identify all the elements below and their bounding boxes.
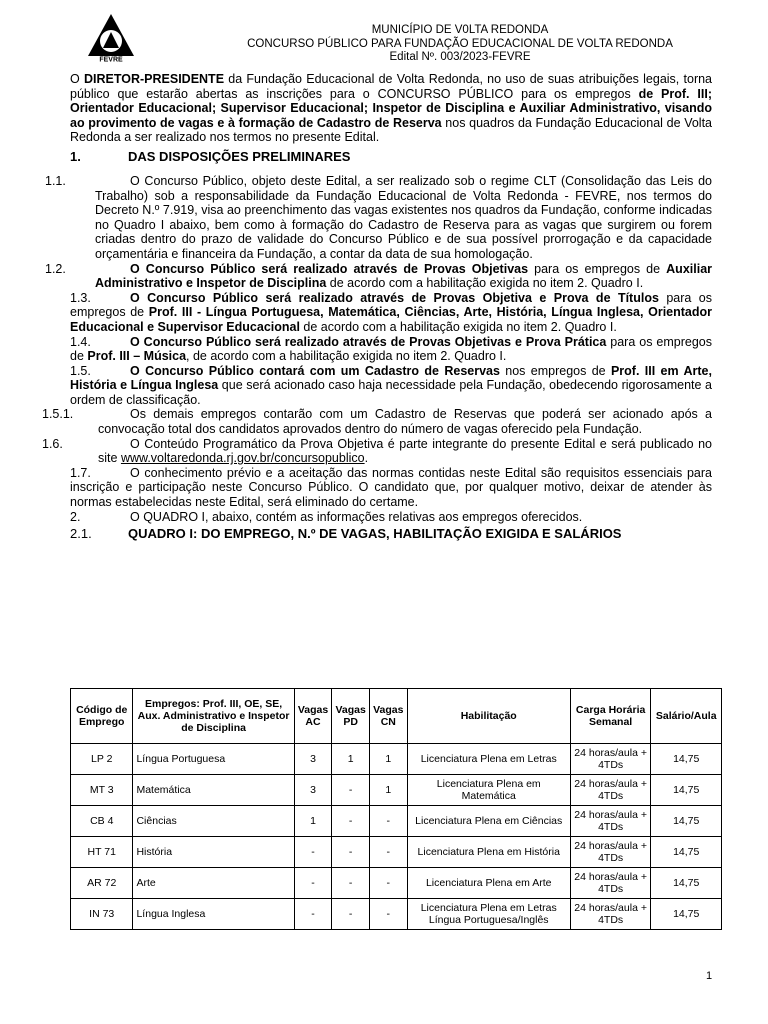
cell-carga: 24 horas/aula + 4TDs [570, 837, 651, 868]
header-vagas-pd: Vagas PD [332, 689, 370, 744]
table-row [71, 868, 722, 899]
cell-vagas-cn: - [369, 837, 407, 868]
header-line-1: MUNICÍPIO DE V0LTA REDONDA [371, 24, 549, 36]
document-body [42, 72, 713, 553]
item-1-7: 1.7. O conhecimento prévio e a aceitação das normas contidas neste Edital são requisitos essenciais para inscrição e participação neste Concurso Público. O candidato que, por qualquer motivo, deixar de atender às normas estabelecidas neste Edital, será eliminado do certame. [70, 465, 712, 510]
header-empregos: Empregos: Prof. III, OE, SE, Aux. Administrativo e Inspetor de Disciplina [133, 689, 294, 744]
item-2: 2. O QUADRO I, abaixo, contém as informações relativas aos empregos oferecidos. [70, 509, 583, 524]
item-1-2: 1.2. O Concurso Público será realizado através de Provas Objetivas para os empregos de Auxiliar Administrativo e Inspetor de Disciplina de acordo com a habilitação exigida no item 2. Quadro I. [45, 261, 713, 291]
header-carga-horaria: Carga Horária Semanal [570, 689, 651, 744]
fevre-logo [86, 12, 136, 62]
cell-habilitacao: Licenciatura Plena em Letras [407, 744, 570, 775]
cell-codigo: HT 71 [71, 837, 133, 868]
cell-carga: 24 horas/aula + 4TDs [570, 744, 651, 775]
item-1-5: 1.5. O Concurso Público contará com um Cadastro de Reservas nos empregos de Prof. III em Arte, História e Língua Inglesa que será acionado caso haja necessidade pela Fundação, obedecendo rigorosamente a ordem de classificação. [70, 363, 712, 407]
item-1-6: 1.6. O Conteúdo Programático da Prova Objetiva é parte integrante do presente Edital e será publicado no site www.voltaredonda.rj.gov.br/concursopublico. [42, 436, 712, 466]
cell-habilitacao: Licenciatura Plena em Matemática [407, 775, 570, 806]
cell-vagas-pd: - [332, 837, 370, 868]
cell-vagas-pd: - [332, 775, 370, 806]
cell-codigo: AR 72 [71, 868, 133, 899]
cell-codigo: MT 3 [71, 775, 133, 806]
cell-salario: 14,75 [651, 744, 722, 775]
header-vagas-ac: Vagas AC [294, 689, 332, 744]
cell-carga: 24 horas/aula + 4TDs [570, 806, 651, 837]
table-row [71, 775, 722, 806]
cell-habilitacao: Licenciatura Plena em História [407, 837, 570, 868]
table-row [71, 899, 722, 930]
cell-emprego: Língua Portuguesa [133, 744, 294, 775]
section-1-heading: 1. DAS DISPOSIÇÕES PRELIMINARES [70, 148, 351, 164]
header-vagas-cn: Vagas CN [369, 689, 407, 744]
page-number: 1 [706, 970, 713, 982]
header-line-3: Edital Nº. 003/2023-FEVRE [389, 51, 531, 63]
cell-vagas-ac: 1 [294, 806, 332, 837]
table-row [71, 806, 722, 837]
cell-salario: 14,75 [651, 899, 722, 930]
cell-habilitacao: Licenciatura Plena em Arte [407, 868, 570, 899]
cell-carga: 24 horas/aula + 4TDs [570, 899, 651, 930]
cell-salario: 14,75 [651, 868, 722, 899]
cell-vagas-cn: 1 [369, 744, 407, 775]
cell-emprego: História [133, 837, 294, 868]
table-header-row [71, 689, 722, 744]
cell-carga: 24 horas/aula + 4TDs [570, 868, 651, 899]
cell-habilitacao: Licenciatura Plena em Ciências [407, 806, 570, 837]
cell-emprego: Arte [133, 868, 294, 899]
quadro-i-table [70, 688, 722, 930]
cell-vagas-cn: - [369, 868, 407, 899]
cell-codigo: IN 73 [71, 899, 133, 930]
item-1-3: 1.3. O Concurso Público será realizado através de Provas Objetiva e Prova de Títulos para os empregos de Prof. III - Língua Portuguesa, Matemática, Ciências, Arte, História, Língua Inglesa, Orientador Educacional e Supervisor Educacional de acordo com a habilitação exigida no item 2. Quadro I. [70, 290, 713, 334]
cell-salario: 14,75 [651, 806, 722, 837]
concurso-site-link[interactable]: www.voltaredonda.rj.gov.br/concursopublico [120, 451, 365, 466]
section-2-1-heading: 2.1. QUADRO I: DO EMPREGO, N.º DE VAGAS, HABILITAÇÃO EXIGIDA E SALÁRIOS [70, 526, 622, 542]
cell-vagas-pd: - [332, 899, 370, 930]
cell-salario: 14,75 [651, 775, 722, 806]
item-1-1: 1.1. O Concurso Público, objeto deste Edital, a ser realizado sob o regime CLT (Consolidação das Leis do Trabalho) sob a responsabilidade da Fundação Educacional de Volta Redonda - FEVRE, nos termos do Decreto N.º 7.919, visa ao preenchimento das vagas existentes nos quadros da Fundação, conforme indicadas no Quadro I abaixo, bem como à formação do Cadastro de Reserva para as vagas que surgirem ou forem criadas dentro do prazo de validade do Concurso Público e de sua possível prorrogação e da capacidade orçamentária e financeira da Fundação, a contar da data de sua homologação. [45, 173, 712, 261]
header-salario: Salário/Aula [651, 689, 722, 744]
cell-vagas-ac: - [294, 837, 332, 868]
item-1-5-1: 1.5.1. Os demais empregos contarão com um Cadastro de Reservas que poderá ser acionado após a convocação total dos candidatos aprovados dentro do número de vagas oferecido pela Fundação. [42, 407, 712, 437]
cell-vagas-ac: - [294, 868, 332, 899]
cell-vagas-cn: - [369, 806, 407, 837]
cell-emprego: Ciências [133, 806, 294, 837]
table-row [71, 837, 722, 868]
cell-vagas-pd: 1 [332, 744, 370, 775]
cell-vagas-pd: - [332, 868, 370, 899]
cell-vagas-ac: 3 [294, 744, 332, 775]
header-line-2: CONCURSO PÚBLICO PARA FUNDAÇÃO EDUCACIONAL DE VOLTA REDONDA [247, 37, 673, 50]
cell-vagas-pd: - [332, 806, 370, 837]
table-row [71, 744, 722, 775]
cell-emprego: Língua Inglesa [133, 899, 294, 930]
item-1-4: 1.4. O Concurso Público será realizado através de Provas Objetivas e Prova Prática para os empregos de Prof. III – Música, de acordo com a habilitação exigida no item 2. Quadro I. [70, 334, 712, 364]
document-header [160, 24, 760, 65]
header-habilitacao: Habilitação [407, 689, 570, 744]
cell-codigo: CB 4 [71, 806, 133, 837]
cell-vagas-ac: 3 [294, 775, 332, 806]
cell-salario: 14,75 [651, 837, 722, 868]
cell-vagas-cn: 1 [369, 775, 407, 806]
cell-carga: 24 horas/aula + 4TDs [570, 775, 651, 806]
cell-codigo: LP 2 [71, 744, 133, 775]
logo-text: FEVRE [99, 56, 123, 62]
cell-vagas-ac: - [294, 899, 332, 930]
cell-vagas-cn: - [369, 899, 407, 930]
cell-emprego: Matemática [133, 775, 294, 806]
cell-habilitacao: Licenciatura Plena em Letras Língua Portuguesa/Inglês [407, 899, 570, 930]
header-codigo: Código de Emprego [71, 689, 133, 744]
intro-paragraph: O DIRETOR-PRESIDENTE da Fundação Educacional de Volta Redonda, no uso de suas atribuições legais, torna público que estarão abertas as inscrições para o CONCURSO PÚBLICO para os empregos de Prof. III; Orientador Educacional; Supervisor Educacional; Inspetor de Disciplina e Auxiliar Administrativo, visando ao provimento de vagas e à formação de Cadastro de Reserva nos quadros da Fundação Educacional de Volta Redonda a ser realizado nos termos no presente Edital. [70, 72, 713, 145]
